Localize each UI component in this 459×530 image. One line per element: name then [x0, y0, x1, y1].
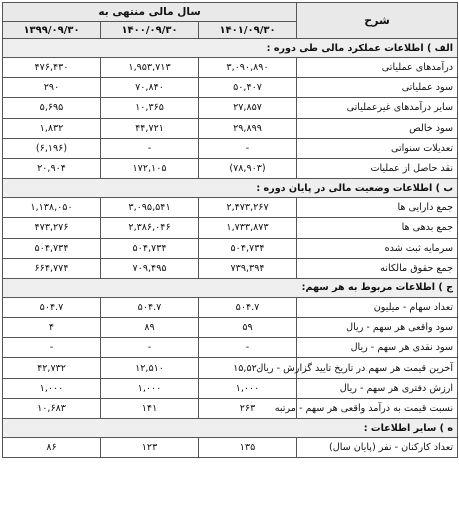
row-label: درآمدهای عملیاتی [297, 58, 458, 78]
year-header: ۱۴۰۱/۰۹/۳۰ [199, 22, 297, 39]
value-cell: ۱۰,۳۶۵ [101, 98, 199, 118]
value-cell: ۴۷۳,۲۷۶ [3, 218, 101, 238]
row-label: سود عملیاتی [297, 78, 458, 98]
table-row [3, 338, 458, 358]
table-body [3, 39, 458, 458]
row-label: سود خالص [297, 118, 458, 138]
value-cell: (۶,۱۹۶) [3, 138, 101, 158]
value-cell: ۱۷۲,۱۰۵ [101, 158, 199, 178]
value-cell: ۱۰,۶۸۳ [3, 398, 101, 418]
value-cell: ۳,۰۹۰,۸۹۰ [199, 58, 297, 78]
value-cell: ۱۲,۵۱۰ [101, 358, 199, 378]
description-header: شرح [297, 3, 458, 39]
section-header-row [3, 179, 458, 198]
value-cell: ۱۲۳ [101, 438, 199, 458]
value-cell: ۸۹ [101, 318, 199, 338]
section-header-row [3, 419, 458, 438]
value-cell: ۱۵,۵۲۰ [199, 358, 297, 378]
value-cell: - [101, 138, 199, 158]
section-title: ه ) سایر اطلاعات : [3, 419, 458, 438]
value-cell: ۱,۰۰۰ [101, 378, 199, 398]
value-cell: ۲۰,۹۰۴ [3, 158, 101, 178]
value-cell: - [3, 338, 101, 358]
value-cell: ۴۲,۷۳۲ [3, 358, 101, 378]
row-label: سایر درآمدهای غیرعملیاتی [297, 98, 458, 118]
value-cell: ۲۹,۸۹۹ [199, 118, 297, 138]
row-label: سود نقدی هر سهم - ریال [297, 338, 458, 358]
section-header-row [3, 278, 458, 297]
value-cell: ۴ [3, 318, 101, 338]
value-cell: ۱۳۵ [199, 438, 297, 458]
value-cell: ۵۰,۴۰۷ [199, 78, 297, 98]
table-row [3, 78, 458, 98]
table-row [3, 297, 458, 317]
table-row [3, 218, 458, 238]
value-cell: ۵۹ [199, 318, 297, 338]
value-cell: ۲۹۰ [3, 78, 101, 98]
row-label: جمع دارایی ها [297, 198, 458, 218]
row-label: تعدیلات سنواتی [297, 138, 458, 158]
value-cell: ۲,۴۷۳,۲۶۷ [199, 198, 297, 218]
value-cell: ۳,۰۹۵,۵۴۱ [101, 198, 199, 218]
table-row [3, 158, 458, 178]
fiscal-period-header: سال مالی منتهی به [3, 3, 297, 22]
value-cell: ۱,۰۰۰ [3, 378, 101, 398]
table-row [3, 438, 458, 458]
row-label: سود واقعی هر سهم - ریال [297, 318, 458, 338]
value-cell: ۵۰۴,۷۳۴ [199, 238, 297, 258]
section-title: الف ) اطلاعات عملکرد مالی طی دوره : [3, 39, 458, 58]
row-label: سرمایه ثبت شده [297, 238, 458, 258]
value-cell: ۴۴,۷۲۱ [101, 118, 199, 138]
value-cell: ۲۶۳ [199, 398, 297, 418]
value-cell: ۲,۳۸۶,۰۴۶ [101, 218, 199, 238]
section-header-row [3, 39, 458, 58]
row-label: ارزش دفتری هر سهم - ریال [297, 378, 458, 398]
value-cell: ۵۰۴.۷ [3, 297, 101, 317]
value-cell: ۵۰۴.۷ [199, 297, 297, 317]
table-row [3, 358, 458, 378]
table-row [3, 258, 458, 278]
value-cell: ۷۳۹,۳۹۴ [199, 258, 297, 278]
value-cell: - [199, 138, 297, 158]
table-row [3, 398, 458, 418]
row-label: آخرین قیمت هر سهم در تاریخ تایید گزارش - ریال [297, 358, 458, 378]
value-cell: ۱,۱۳۸,۰۵۰ [3, 198, 101, 218]
table-row [3, 138, 458, 158]
table-row [3, 118, 458, 138]
section-title: ج ) اطلاعات مربوط به هر سهم: [3, 278, 458, 297]
value-cell: ۷۰,۸۴۰ [101, 78, 199, 98]
value-cell: ۱,۰۰۰ [199, 378, 297, 398]
value-cell: ۱,۹۵۳,۷۱۳ [101, 58, 199, 78]
value-cell: ۷۰۹,۴۹۵ [101, 258, 199, 278]
row-label: نسبت قیمت به درآمد واقعی هر سهم - مرتبه [297, 398, 458, 418]
value-cell: ۵۰۴,۷۳۴ [101, 238, 199, 258]
table-row [3, 378, 458, 398]
table-row [3, 238, 458, 258]
financial-summary-table [2, 2, 458, 458]
value-cell: ۸۶ [3, 438, 101, 458]
year-header: ۱۴۰۰/۰۹/۳۰ [101, 22, 199, 39]
value-cell: ۱۴۱ [101, 398, 199, 418]
year-header: ۱۳۹۹/۰۹/۳۰ [3, 22, 101, 39]
table-row [3, 198, 458, 218]
value-cell: ۴۷۶,۴۳۰ [3, 58, 101, 78]
row-label: نقد حاصل از عملیات [297, 158, 458, 178]
row-label: تعداد کارکنان - نفر (پایان سال) [297, 438, 458, 458]
value-cell: (۷۸,۹۰۳) [199, 158, 297, 178]
value-cell: ۲۷,۸۵۷ [199, 98, 297, 118]
row-label: جمع حقوق مالکانه [297, 258, 458, 278]
value-cell: - [101, 338, 199, 358]
value-cell: ۵۰۴,۷۳۴ [3, 238, 101, 258]
value-cell: ۱,۸۳۲ [3, 118, 101, 138]
value-cell: - [199, 338, 297, 358]
table-row [3, 98, 458, 118]
value-cell: ۶۶۴,۷۷۴ [3, 258, 101, 278]
row-label: جمع بدهی ها [297, 218, 458, 238]
value-cell: ۵,۶۹۵ [3, 98, 101, 118]
section-title: ب ) اطلاعات وضعیت مالی در پایان دوره : [3, 179, 458, 198]
table-row [3, 318, 458, 338]
row-label: تعداد سهام - میلیون [297, 297, 458, 317]
value-cell: ۱,۷۳۳,۸۷۳ [199, 218, 297, 238]
table-row [3, 58, 458, 78]
value-cell: ۵۰۴.۷ [101, 297, 199, 317]
